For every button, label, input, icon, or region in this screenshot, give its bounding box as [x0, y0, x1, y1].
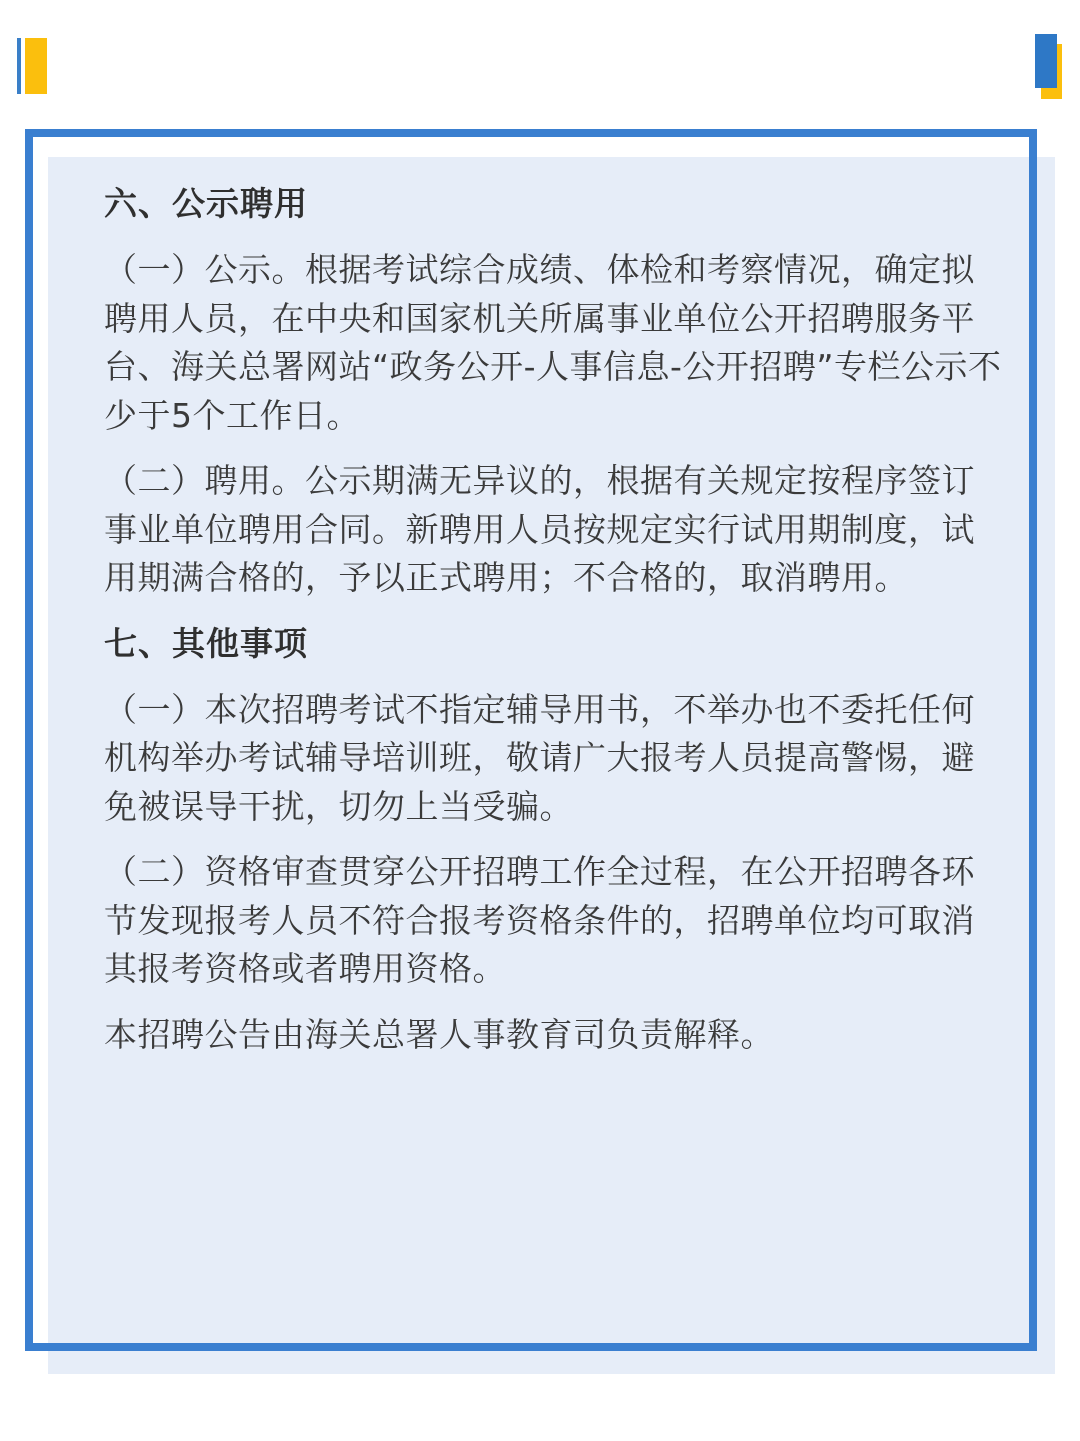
section-6-paragraph-2: （二）聘用。公示期满无异议的，根据有关规定按程序签订事业单位聘用合同。新聘用人员按规定实行试用期制度，试用期满合格的，予以正式聘用；不合格的，取消聘用。 — [104, 461, 975, 597]
section-6-heading: 六、公示聘用 — [104, 184, 308, 223]
section-6-paragraph-1: （一）公示。根据考试综合成绩、体检和考察情况，确定拟聘用人员，在中央和国家机关所属事业单位公开招聘服务平台、海关总署网站“政务公开-人事信息-公开招聘”专栏公示不少于5个工作日。 — [104, 250, 1002, 435]
section-7-paragraph-2: （二）资格审查贯穿公开招聘工作全过程，在公开招聘各环节发现报考人员不符合报考资格条件的，招聘单位均可取消其报考资格或者聘用资格。 — [104, 852, 975, 988]
decor-bar-blue-left — [17, 38, 21, 94]
section-7-heading: 七、其他事项 — [104, 623, 308, 663]
notice-content — [104, 180, 1004, 1059]
interpretation-statement: 本招聘公告由海关总署人事教育司负责解释。 — [104, 1014, 774, 1054]
decor-bar-blue-right — [1035, 34, 1057, 88]
decor-bar-yellow-left — [25, 38, 47, 94]
section-7-paragraph-1: （一）本次招聘考试不指定辅导用书，不举办也不委托任何机构举办考试辅导培训班，敬请广大报考人员提高警惕，避免被误导干扰，切勿上当受骗。 — [104, 689, 975, 826]
